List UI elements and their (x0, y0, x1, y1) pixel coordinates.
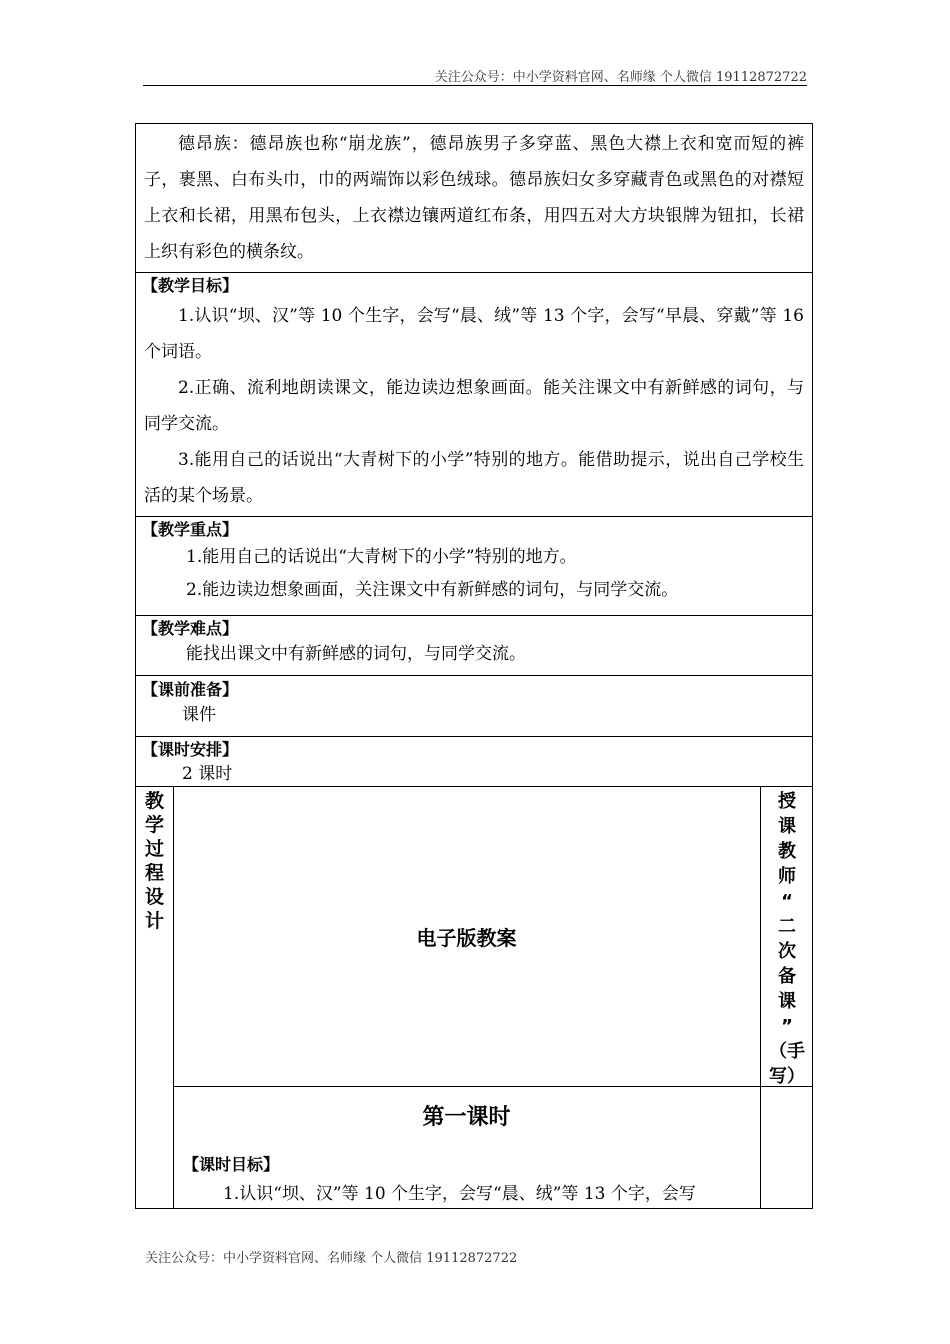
page-header-text: 关注公众号：中小学资料官网、名师缘 个人微信 19112872722 (434, 70, 807, 85)
schedule-label: 【课时安排】 (142, 740, 239, 759)
goals-section (135, 272, 813, 517)
page-footer-text: 关注公众号：中小学资料官网、名师缘 个人微信 19112872722 (145, 1251, 518, 1266)
preparation-text: 课件 (182, 705, 216, 725)
goal-item: 1.认识“坝、汉”等 10 个生字，会写“晨、绒”等 13 个字，会写“早晨、穿戴”等 16 个词语。 (144, 306, 804, 362)
key-point-item: 2.能边读边想象画面，关注课文中有新鲜感的词句，与同学交流。 (186, 580, 679, 600)
center-title: 电子版教案 (416, 926, 517, 950)
goals-label: 【教学目标】 (142, 276, 239, 295)
lesson-title: 第一课时 (422, 1105, 511, 1130)
key-points-section (135, 516, 813, 616)
difficulty-label: 【教学难点】 (142, 619, 239, 638)
process-right-label: 授 课 教 师 “ 二 次 备 课 ” （手 写） (769, 791, 805, 1087)
schedule-text: 2 课时 (182, 764, 233, 784)
difficulty-text: 能找出课文中有新鲜感的词句，与同学交流。 (186, 644, 526, 664)
goal-item: 3.能用自己的话说出“大青树下的小学”特别的地方。能借助提示，说出自己学校生活的某个场景。 (144, 450, 804, 506)
header-rule (143, 85, 807, 86)
process-left-label: 教 学 过 程 设 计 (144, 790, 164, 932)
center-cell (173, 787, 760, 1086)
difficulty-section (135, 615, 813, 676)
process-table (135, 786, 813, 1209)
lesson-goal-text: 1.认识“坝、汉”等 10 个生字，会写“晨、绒”等 13 个字，会写 (223, 1184, 696, 1204)
schedule-section (135, 736, 813, 787)
key-points-label: 【教学重点】 (142, 520, 239, 539)
intro-section (135, 123, 813, 273)
goal-item: 2.正确、流利地朗读课文，能边读边想象画面。能关注课文中有新鲜感的词句，与同学交流。 (144, 378, 804, 434)
preparation-label: 【课前准备】 (142, 680, 239, 699)
preparation-section (135, 675, 813, 737)
intro-text: 德昂族：德昂族也称“崩龙族”，德昂族男子多穿蓝、黑色大襟上衣和宽而短的裤子，裹黑、白布头巾，巾的两端饰以彩色绒球。德昂族妇女多穿藏青色或黑色的对襟短上衣和长裙，用黑布包头，上衣襟边镶两道红布条，用四五对大方块银牌为钮扣，长裙上织有彩色的横条纹。 (144, 134, 804, 262)
key-point-item: 1.能用自己的话说出“大青树下的小学”特别的地方。 (186, 547, 577, 567)
lesson-cell (173, 1087, 760, 1208)
lesson-goal-label: 【课时目标】 (183, 1155, 280, 1174)
